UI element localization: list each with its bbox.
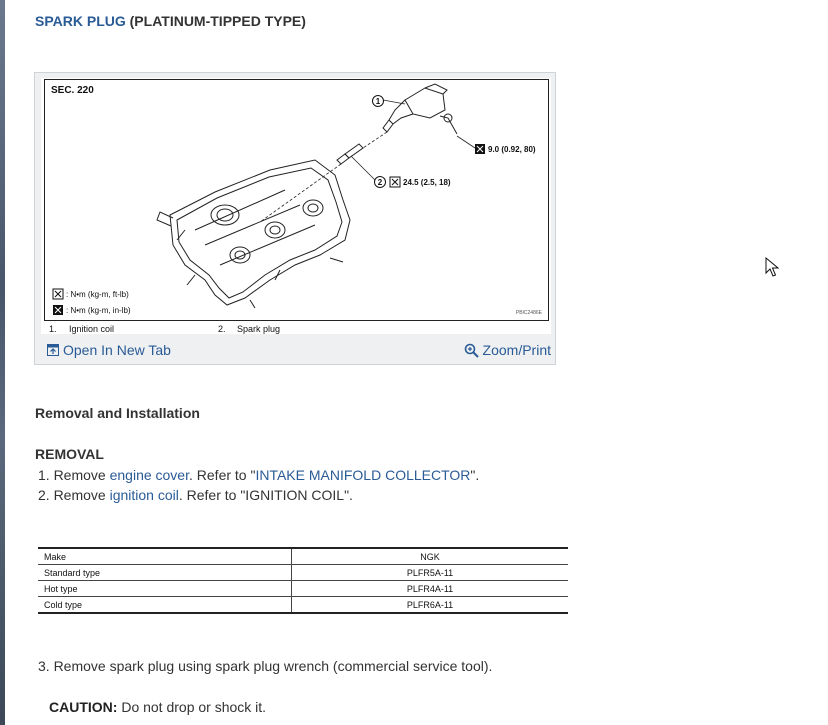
table-cell-label: Hot type	[38, 581, 292, 597]
callout-1: 1	[375, 97, 381, 106]
table-row	[38, 565, 568, 581]
spark-plug-table	[38, 547, 568, 614]
step-3: 3. Remove spark plug using spark plug wrench (commercial service tool).	[38, 658, 493, 674]
caution-label: CAUTION:	[49, 699, 118, 715]
title-link[interactable]: SPARK PLUG	[35, 13, 126, 29]
section-label: SEC. 220	[51, 85, 94, 96]
table-cell-label: Standard type	[38, 565, 292, 581]
heading-removal: REMOVAL	[35, 446, 104, 462]
caution-text: Do not drop or shock it.	[117, 699, 267, 715]
caption-1-text: Ignition coil	[69, 324, 115, 334]
torque-value-plug: 24.5 (2.5, 18)	[403, 178, 451, 187]
mouse-cursor-icon	[765, 257, 779, 277]
title-subtitle: (PLATINUM-TIPPED TYPE)	[125, 13, 306, 29]
table-cell-value: PLFR6A-11	[292, 597, 569, 614]
valve-cover-drawing	[157, 160, 350, 308]
caution-note	[49, 699, 266, 715]
table-cell-label: Cold type	[38, 597, 292, 614]
figure-toolbar	[35, 340, 555, 362]
step-2-text-a: 2. Remove	[38, 487, 110, 503]
zoom-print-label: Zoom/Print	[482, 342, 551, 358]
intake-manifold-collector-link[interactable]: INTAKE MANIFOLD COLLECTOR	[255, 467, 471, 483]
step-1-text-a: 1. Remove	[38, 467, 110, 483]
step-2-text-b: . Refer to "IGNITION COIL".	[178, 487, 353, 503]
step-1	[38, 467, 479, 483]
ignition-coil-drawing	[383, 84, 457, 134]
legend-in-lb: : N•m (kg-m, in-lb)	[66, 306, 131, 315]
zoom-print-button[interactable]	[464, 342, 551, 358]
caption-2-num: 2.	[218, 324, 226, 334]
torque-value-coil: 9.0 (0.92, 80)	[488, 145, 536, 154]
window-left-edge	[0, 0, 5, 725]
table-row	[38, 581, 568, 597]
legend-ft-lb: : N•m (kg-m, ft-lb)	[66, 290, 129, 299]
step-1-text-c: ".	[470, 467, 480, 483]
table-cell-value: PLFR5A-11	[292, 565, 569, 581]
open-in-new-tab-button[interactable]	[47, 342, 171, 358]
open-in-new-tab-label: Open In New Tab	[63, 342, 171, 358]
ignition-coil-link[interactable]: ignition coil	[109, 487, 179, 503]
table-row	[38, 548, 568, 565]
open-tab-icon	[47, 344, 59, 356]
table-cell-value: PLFR4A-11	[292, 581, 569, 597]
step-2	[38, 487, 353, 503]
caption-2-text: Spark plug	[237, 324, 281, 334]
table-row	[38, 597, 568, 614]
table-cell-label: Make	[38, 548, 292, 565]
zoom-icon	[464, 343, 479, 358]
engine-diagram	[45, 80, 550, 322]
heading-removal-installation: Removal and Installation	[35, 405, 200, 421]
figure-container	[34, 72, 556, 365]
callout-2: 2	[377, 178, 383, 187]
caption-1-num: 1.	[49, 324, 57, 334]
figure-frame	[44, 79, 549, 321]
page-title	[35, 13, 306, 29]
engine-cover-link[interactable]: engine cover	[109, 467, 189, 483]
step-1-text-b: . Refer to "	[189, 467, 256, 483]
figure-image	[41, 78, 551, 334]
spark-plug-drawing	[337, 144, 363, 164]
figure-code: PBIC2486E	[515, 310, 542, 316]
table-cell-value: NGK	[292, 548, 569, 565]
